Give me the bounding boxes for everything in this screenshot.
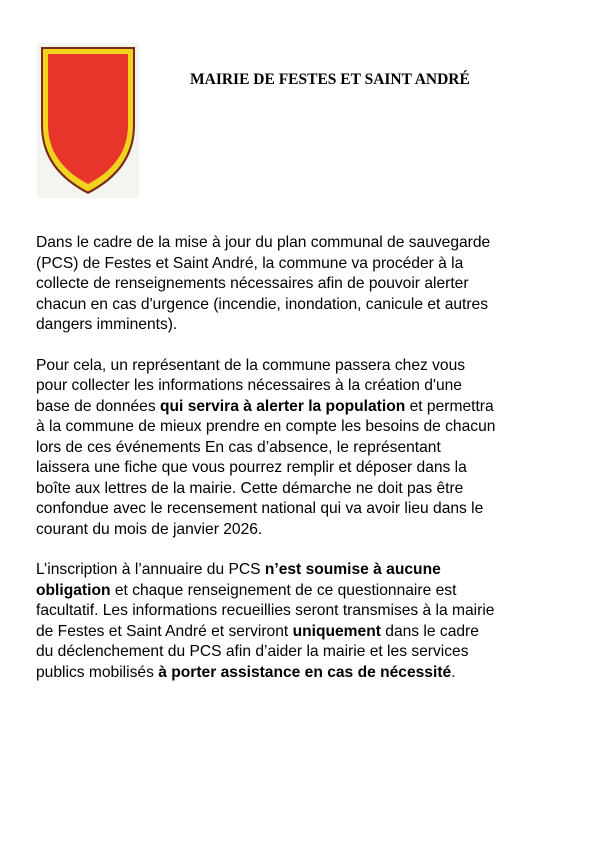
text-run: Pour cela, un représentant de la commune passera chez vous — [36, 356, 466, 374]
bold-text-run: à porter assistance en cas de nécessité — [158, 663, 452, 681]
text-line — [36, 417, 568, 438]
text-line — [36, 274, 568, 295]
text-run: chacun en cas d'urgence (incendie, inondation, canicule et autres — [36, 295, 489, 313]
text-line — [36, 479, 568, 500]
text-run: confondue avec le recensement national qui va avoir lieu dans le — [36, 500, 484, 517]
text-run: boîte aux lettres de la mairie. Cette démarche ne doit pas être — [36, 479, 464, 497]
text-run: lors de ces événements En cas d’absence, le représentant — [36, 438, 441, 456]
text-line — [36, 622, 568, 643]
text-line — [36, 438, 568, 459]
text-run: du déclenchement du PCS afin d’aider la mairie et les services — [36, 643, 469, 660]
text-run: base de données — [36, 397, 160, 415]
text-line — [36, 663, 568, 684]
text-line — [36, 642, 568, 663]
paragraph-visit — [36, 356, 568, 541]
text-line — [36, 560, 568, 581]
text-run: et chaque renseignement de ce questionnaire est — [110, 581, 457, 599]
text-run: L’inscription à l’annuaire du PCS — [36, 561, 265, 578]
page-title: MAIRIE DE FESTES ET SAINT ANDRÉ — [190, 71, 470, 88]
text-line — [36, 520, 568, 541]
text-line — [36, 601, 568, 622]
shield-crest-icon — [37, 43, 139, 198]
text-run: (PCS) de Festes et Saint André, la commune va procéder à la — [36, 254, 464, 272]
text-run: publics mobilisés — [36, 663, 159, 681]
text-run: dangers imminents). — [36, 316, 178, 333]
text-line — [36, 397, 568, 418]
text-line — [36, 581, 568, 602]
bold-text-run: uniquement — [292, 622, 381, 640]
text-line — [36, 458, 568, 479]
text-run: à la commune de mieux prendre en compte les besoins de chacun — [36, 418, 496, 435]
bold-text-run: qui servira à alerter la population — [160, 397, 406, 415]
text-line — [36, 499, 568, 520]
text-run: pour collecter les informations nécessaires à la création d'une — [36, 377, 462, 394]
text-run: Dans le cadre de la mise à jour du plan communal de sauvegarde — [36, 234, 491, 251]
text-run: courant du mois de janvier 2026. — [36, 520, 263, 538]
text-line — [36, 376, 568, 397]
crest-image — [37, 43, 139, 198]
text-line — [36, 295, 568, 316]
text-line — [36, 315, 568, 336]
text-run: . — [451, 663, 456, 681]
text-run: facultatif. Les informations recueillies seront transmises à la mairie — [36, 602, 495, 619]
text-line — [36, 233, 568, 254]
text-run: dans le cadre — [380, 622, 479, 640]
text-run: collecte de renseignements nécessaires afin de pouvoir alerter — [36, 275, 469, 292]
bold-text-run: n’est soumise à aucune — [264, 561, 441, 578]
text-line — [36, 356, 568, 377]
bold-text-run: obligation — [36, 581, 111, 599]
text-run: laissera une fiche que vous pourrez remplir et déposer dans la — [36, 459, 467, 476]
paragraph-privacy — [36, 560, 568, 683]
text-run: et permettra — [405, 397, 494, 415]
paragraph-intro — [36, 233, 568, 336]
text-line — [36, 254, 568, 275]
text-run: de Festes et Saint André et serviront — [36, 622, 293, 640]
body-text — [36, 233, 568, 703]
